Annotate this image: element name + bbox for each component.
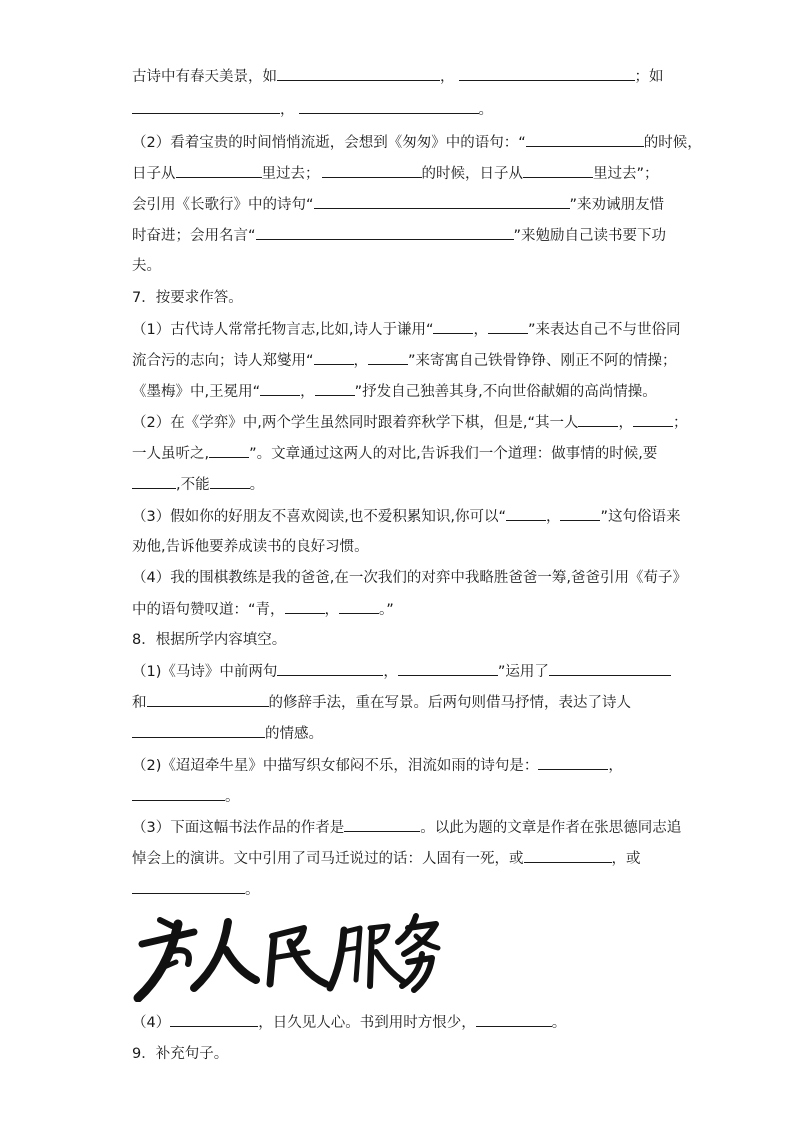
- text: （3）下面这幅书法作品的作者是: [132, 820, 345, 836]
- question-title: 7．按要求作答。: [132, 290, 243, 306]
- q8-p2-line-1: [132, 754, 623, 777]
- blank[interactable]: [488, 318, 528, 334]
- blank[interactable]: [176, 162, 262, 178]
- blank[interactable]: [633, 411, 673, 427]
- text: 《墨梅》中,王冕用“: [132, 384, 261, 400]
- question-title: 8．根据所学内容填空。: [132, 632, 287, 648]
- text: 夫。: [132, 258, 161, 274]
- blank[interactable]: [277, 660, 383, 676]
- blank[interactable]: [132, 785, 225, 801]
- text: ”这句俗语来: [600, 509, 681, 525]
- q7-p1-line-2: [132, 349, 677, 372]
- text: 的情感。: [265, 726, 323, 742]
- q7-p3-line-1: [132, 505, 680, 528]
- text: 流合污的志向；诗人郑燮用“: [132, 353, 314, 369]
- text: ；如: [634, 69, 664, 85]
- blank[interactable]: [210, 473, 250, 489]
- blank[interactable]: [285, 598, 325, 614]
- text: （3）假如你的好朋友不喜欢阅读,也不爱积累知识,你可以“: [132, 509, 506, 525]
- q6-p2-line-1: [132, 131, 702, 154]
- text: 时奋进；会用名言“: [132, 228, 256, 244]
- question-title: 9．补充句子。: [132, 1046, 229, 1062]
- blank[interactable]: [132, 722, 265, 738]
- text: 的时候，日子从: [421, 166, 523, 182]
- text: ，: [300, 384, 315, 400]
- blank[interactable]: [459, 65, 635, 81]
- text: ”来劝诫朋友惜: [569, 197, 665, 213]
- text: 。: [225, 789, 240, 805]
- text: 。以此为题的文章是作者在张思德同志追: [420, 820, 682, 836]
- text: ，: [440, 69, 455, 85]
- blank[interactable]: [560, 505, 600, 521]
- q7-p2-line-3: [132, 473, 264, 496]
- q7-p4-line-1: [132, 567, 687, 589]
- text: ”来寄寓自己铁骨铮铮、刚正不阿的情操；: [408, 353, 677, 369]
- text: ，: [280, 102, 295, 118]
- text: ，: [618, 415, 633, 431]
- q8-p2-line-2: [132, 785, 240, 808]
- q8-p1-line-1: [132, 660, 671, 683]
- blank[interactable]: [277, 65, 440, 81]
- text: 和: [132, 695, 147, 711]
- text: 里过去；: [261, 166, 320, 182]
- text: 一人虽听之,: [132, 446, 210, 462]
- blank[interactable]: [549, 660, 671, 676]
- blank[interactable]: [506, 505, 546, 521]
- text: （4）: [132, 1015, 171, 1031]
- q6-p2-line-2: [132, 162, 659, 185]
- text: 。: [245, 882, 260, 898]
- text: ”运用了: [497, 664, 549, 680]
- blank[interactable]: [578, 411, 618, 427]
- q9-title: [132, 1043, 228, 1065]
- blank[interactable]: [132, 473, 176, 489]
- q6-line-1: [132, 65, 664, 88]
- q7-p2-line-1: [132, 411, 687, 434]
- text: ,不能: [176, 477, 210, 493]
- q8-p1-line-3: [132, 722, 323, 745]
- text: （4）我的围棋教练是我的爸爸,在一次我们的对弈中我略胜爸爸一筹,爸爸引用《荀子》: [132, 570, 687, 586]
- calligraphy-image: [132, 902, 442, 1002]
- blank[interactable]: [344, 816, 420, 832]
- q6-p2-line-5: [132, 255, 161, 277]
- text: 。”: [379, 602, 394, 618]
- blank[interactable]: [526, 131, 644, 147]
- q8-p3-line-1: [132, 816, 681, 839]
- blank[interactable]: [147, 691, 269, 707]
- q7-p1-line-3: [132, 380, 657, 403]
- text: （2）看着宝贵的时间悄悄流逝，会想到《匆匆》中的语句：“: [132, 135, 526, 151]
- text: ，: [545, 509, 561, 525]
- text: ，: [473, 322, 488, 338]
- q7-p2-line-2: [132, 442, 657, 465]
- blank[interactable]: [523, 162, 593, 178]
- blank[interactable]: [524, 847, 612, 863]
- q7-p4-line-2: [132, 598, 394, 621]
- q8-p4-line: [132, 1011, 566, 1034]
- q7-title: [132, 287, 243, 309]
- text: ，或: [611, 851, 641, 867]
- text: ，: [383, 664, 398, 680]
- blank[interactable]: [314, 193, 570, 209]
- text: （1)《马诗》中前两句: [132, 664, 278, 680]
- text: ，: [353, 353, 369, 369]
- q7-p1-line-1: [132, 318, 680, 341]
- text: ，: [324, 602, 340, 618]
- q8-p3-line-3: [132, 878, 260, 901]
- text: ”。文章通过这两人的对比,告诉我们一个道理：做事情的时候,要: [249, 446, 658, 462]
- blank[interactable]: [315, 380, 355, 396]
- blank[interactable]: [398, 660, 498, 676]
- text: 中的语句赞叹道：“青，: [132, 602, 285, 618]
- text: 的修辞手法，重在写景。后两句则借马抒情，表达了诗人: [268, 695, 631, 711]
- text: （2）在《学弈》中,两个学生虽然同时跟着弈秋学下棋，但是,“其一人: [132, 415, 579, 431]
- text: 悼会上的演讲。文中引用了司马迁说过的话：人固有一死，或: [132, 851, 524, 867]
- text: 。: [249, 477, 265, 493]
- text: 。: [551, 1015, 567, 1031]
- q7-p3-line-2: [132, 536, 369, 558]
- text: 日子从: [132, 166, 176, 182]
- text: （2)《迢迢牵牛星》中描写织女郁闷不乐，泪流如雨的诗句是：: [132, 758, 539, 774]
- blank[interactable]: [476, 1011, 552, 1027]
- text: （1）古代诗人常常托物言志,比如,诗人于谦用“: [132, 322, 434, 338]
- text: 的时候，: [643, 135, 702, 151]
- q6-line-2: [132, 98, 493, 121]
- blank[interactable]: [209, 442, 249, 458]
- text: ”来勉励自己读书要下功: [513, 228, 667, 244]
- blank[interactable]: [433, 318, 473, 334]
- q6-p2-line-3: [132, 193, 664, 216]
- text: 会引用《长歌行》中的诗句“: [132, 197, 314, 213]
- q8-title: [132, 629, 286, 651]
- text: ；: [672, 415, 688, 431]
- blank[interactable]: [538, 754, 608, 770]
- text: ”抒发自己独善其身,不向世俗献媚的高尚情操。: [354, 384, 657, 400]
- text: 。: [478, 102, 493, 118]
- blank[interactable]: [339, 598, 379, 614]
- q8-p3-line-2: [132, 847, 641, 870]
- blank[interactable]: [314, 349, 354, 365]
- q6-p2-line-4: [132, 224, 666, 247]
- text: ，日久见人心。书到用时方恨少，: [258, 1015, 476, 1031]
- blank[interactable]: [260, 380, 300, 396]
- blank[interactable]: [368, 349, 408, 365]
- blank[interactable]: [170, 1011, 258, 1027]
- text: 古诗中有春天美景，如: [132, 69, 277, 85]
- blank[interactable]: [132, 878, 245, 894]
- text: 劝他,告诉他要养成读书的良好习惯。: [132, 539, 369, 555]
- blank[interactable]: [256, 224, 514, 240]
- q8-p1-line-2: [132, 691, 631, 714]
- blank[interactable]: [132, 98, 280, 114]
- blank[interactable]: [299, 98, 479, 114]
- text: ”来表达自己不与世俗同: [527, 322, 681, 338]
- blank[interactable]: [322, 162, 422, 178]
- text: 里过去”；: [593, 166, 659, 182]
- text: ，: [608, 758, 623, 774]
